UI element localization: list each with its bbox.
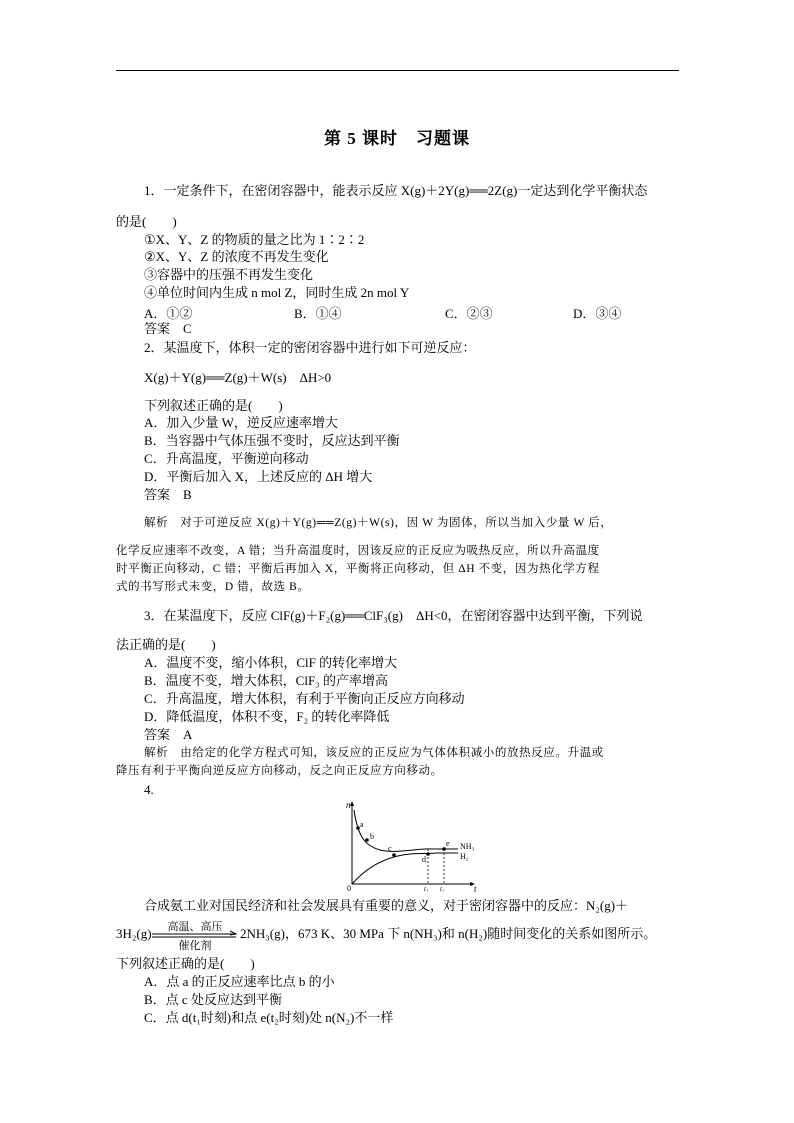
x-axis-label: t	[474, 884, 477, 892]
point-d	[426, 852, 430, 856]
reaction-condition-arrow	[148, 918, 242, 952]
q2-option-c: C．升高温度，平衡逆向移动	[144, 451, 309, 466]
q1-option-d: D．③④	[573, 306, 622, 321]
q3-option-c: C．升高温度，增大体积，有利于平衡向正反应方向移动	[144, 691, 465, 706]
q1-option-a: A．①②	[144, 306, 193, 321]
q2-ask: 下列叙述正确的是( )	[144, 398, 283, 413]
q4-ask: 下列叙述正确的是( )	[116, 956, 255, 971]
q2-explanation-4: 式的书写形式未变，D 错，故选 B。	[116, 581, 310, 593]
t2-label: t₂	[440, 885, 445, 892]
t1-label: t₁	[424, 885, 429, 892]
q4-graph	[340, 798, 482, 892]
q3-option-a: A．温度不变，缩小体积，ClF 的转化率增大	[144, 655, 398, 670]
q2-option-b: B．当容器中气体压强不变时，反应达到平衡	[144, 433, 400, 448]
q4-number: 4.	[144, 782, 154, 797]
q2-explanation-3: 时平衡正向移动，C 错；平衡后再加入 X，平衡将正向移动，但 ΔH 不变，因为热化学方程	[116, 563, 600, 575]
q3-stem-cont: 法正确的是( )	[116, 637, 216, 652]
q4-stem-reactant: 3H₂(g)	[116, 926, 152, 941]
q4-stem: 合成氨工业对国民经济和社会发展具有重要的意义，对于密闭容器中的反应：N₂(g)＋	[144, 898, 629, 913]
nh3-curve	[352, 853, 458, 884]
header-rule	[116, 70, 679, 71]
q1-stem-cont: 的是( )	[116, 214, 177, 229]
label-e: e	[446, 839, 450, 848]
q4-option-a: A．点 a 的正反应速率比点 b 的小	[144, 974, 335, 989]
series-h2-label: H₂	[460, 852, 469, 861]
q3-option-d: D．降低温度，体积不变，F₂ 的转化率降低	[144, 709, 390, 724]
q2-answer: 答案 B	[144, 487, 192, 502]
q2-option-a: A．加入少量 W，逆反应速率增大	[144, 415, 338, 430]
q1-option-c: C．②③	[445, 306, 493, 321]
q4-option-c: C．点 d(t₁时刻)和点 e(t₂时刻)处 n(N₂)不一样	[144, 1010, 394, 1025]
h2-curve	[354, 810, 458, 851]
q1-statement-3: ③容器中的压强不再发生变化	[144, 267, 314, 282]
label-d: d	[422, 855, 426, 864]
q2-explanation-2: 化学反应速率不改变，A 错；当升高温度时，因该反应的正反应为吸热反应，所以升高温度	[116, 545, 600, 557]
arrow-condition-bottom: 催化剂	[178, 940, 212, 952]
q2-equation: X(g)＋Y(g)══Z(g)＋W(s) ΔH>0	[144, 370, 332, 385]
q2-stem: 2．某温度下，体积一定的密闭容器中进行如下可逆反应：	[144, 340, 476, 355]
q3-explanation-1: 解析 由给定的化学方程式可知，该反应的正反应为气体体积减小的放热反应。升温或	[144, 747, 604, 759]
q2-option-d: D．平衡后加入 X，上述反应的 ΔH 增大	[144, 469, 373, 484]
point-c	[392, 853, 396, 857]
y-axis-arrow	[350, 801, 354, 806]
q4-stem-product: 2NH₃(g)，673 K、30 MPa 下 n(NH₃)和 n(H₂)随时间变化的关系如图所示。	[240, 926, 657, 941]
q3-stem: 3．在某温度下，反应 ClF(g)＋F₂(g)══ClF₃(g) ΔH<0，在密闭容器中达到平衡，下列说	[144, 608, 643, 623]
label-c: c	[388, 844, 392, 853]
label-b: b	[370, 832, 374, 841]
arrow-condition-top: 高温、高压	[167, 921, 223, 933]
q1-statement-1: ①X、Y、Z 的物质的量之比为 1∶2∶2	[144, 232, 365, 247]
q1-statement-4: ④单位时间内生成 n mol Z，同时生成 2n mol Y	[144, 285, 410, 300]
q3-answer: 答案 A	[144, 727, 193, 742]
q1-statement-2: ②X、Y、Z 的浓度不再发生变化	[144, 249, 329, 264]
page-title: 第 5 课时 习题课	[324, 129, 470, 148]
y-axis-label: n	[346, 800, 351, 810]
point-b	[365, 838, 369, 842]
q4-option-b: B．点 c 处反应达到平衡	[144, 992, 282, 1007]
origin-label: 0	[347, 884, 351, 892]
q1-stem: 1．一定条件下，在密闭容器中，能表示反应 X(g)＋2Y(g)══2Z(g)一定达到化学平衡状态	[144, 183, 648, 198]
series-nh3-label: NH₃	[460, 842, 475, 851]
label-a: a	[360, 820, 364, 829]
q1-option-b: B．①④	[294, 306, 342, 321]
q2-explanation-1: 解析 对于可逆反应 X(g)＋Y(g)══Z(g)＋W(s)，因 W 为固体，所以当加入少量 W 后，	[144, 517, 613, 529]
q3-option-b: B．温度不变，增大体积，ClF₃ 的产率增高	[144, 673, 388, 688]
q3-explanation-2: 降压有利于平衡向逆反应方向移动，反之向正反应方向移动。	[116, 765, 443, 777]
q1-answer: 答案 C	[144, 321, 192, 336]
